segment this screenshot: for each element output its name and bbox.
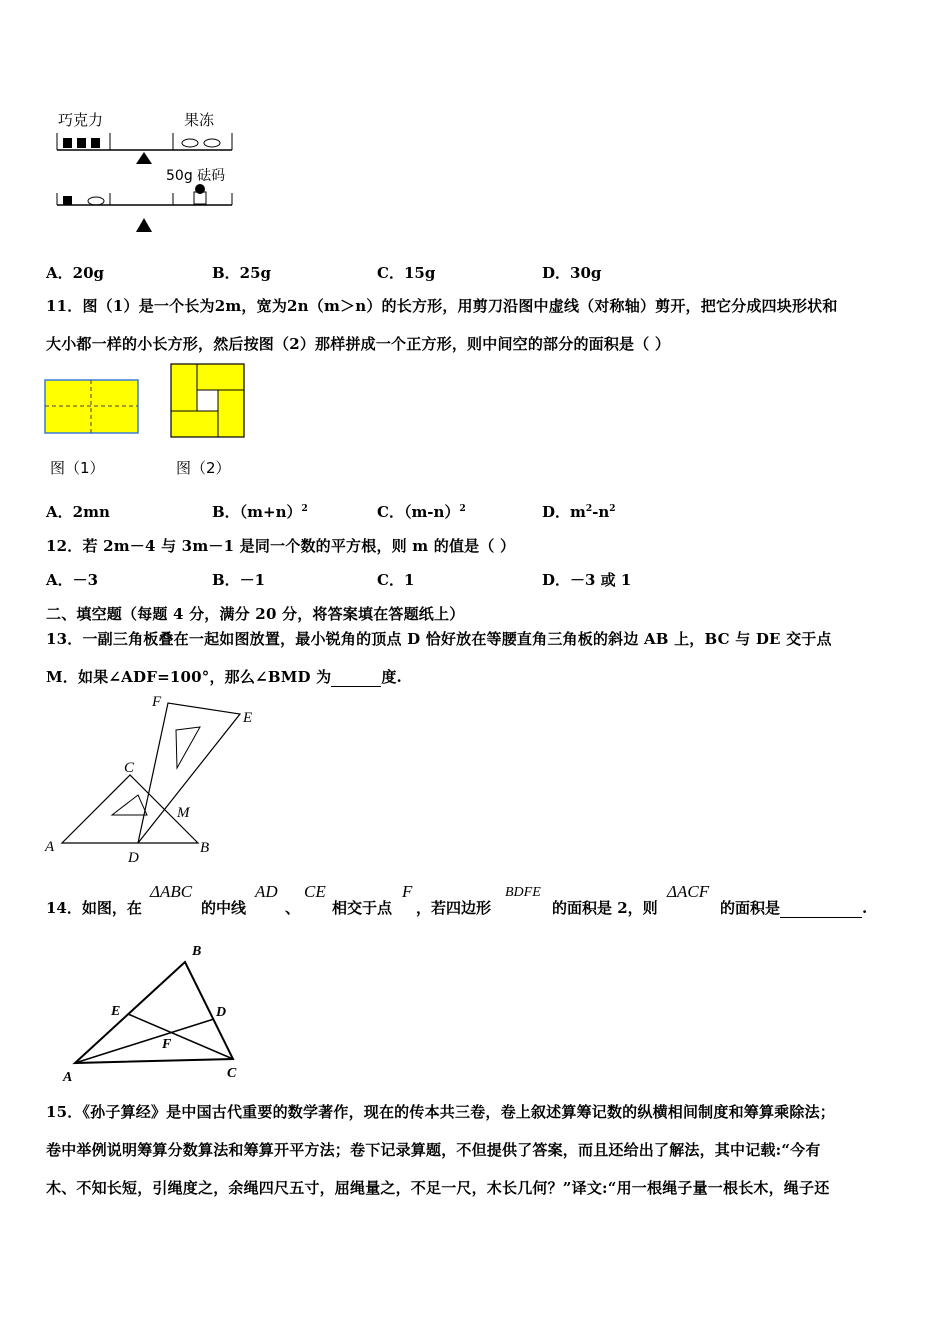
q10-label-jelly: 果冻: [184, 111, 215, 129]
q11-figure-1: [44, 379, 140, 435]
q14-answer-blank: [780, 899, 862, 918]
q14-t3: 相交于点: [332, 899, 393, 917]
label-E: E: [111, 1004, 121, 1019]
label-C: C: [227, 1066, 237, 1081]
q14-t4: ，若四边形: [416, 899, 492, 917]
q14-bdfe: BDFE: [505, 885, 541, 900]
label-M: M: [177, 805, 190, 821]
q15-text-line3: 木、不知长短，引绳度之，余绳四尺五寸，屈绳量之，不足一尺，木长几何？”译文:“用一根绳子量一根长木，绳子还: [46, 1179, 830, 1197]
q13-triangle-figure: [40, 690, 270, 865]
q14-t2: 、: [285, 899, 301, 917]
q12-option-b: B．－1: [212, 571, 266, 589]
q11-fig1-caption: 图（1）: [50, 459, 105, 477]
q10-option-c: C．15g: [377, 264, 436, 282]
label-A: A: [45, 839, 55, 855]
label-D: D: [128, 850, 139, 865]
label-B: B: [192, 944, 202, 959]
q10-option-a: A．20g: [46, 264, 105, 282]
q13-answer-blank: [331, 668, 381, 687]
q10-label-weight: 50g 砝码: [166, 168, 226, 184]
q12-option-d: D．－3 或 1: [542, 571, 632, 589]
q11-text-line2: 大小都一样的小长方形，然后按图（2）那样拼成一个正方形，则中间空的部分的面积是（ ）: [46, 335, 671, 353]
q13-text-line1: 13．一副三角板叠在一起如图放置，最小锐角的顶点 D 恰好放在等腰直角三角板的斜边 AB 上，BC 与 DE 交于点: [46, 630, 832, 648]
q14-tri-acf: ΔACF: [667, 882, 710, 901]
q10-balance-figure: [50, 105, 250, 240]
label-C: C: [124, 760, 135, 776]
q10-option-d: D．30g: [542, 264, 602, 282]
q14-ad: AD: [255, 882, 278, 901]
q11-option-c: C．$(m-n)^2$: [377, 503, 466, 521]
label-D: D: [216, 1005, 227, 1020]
balance-scales-drawing: [50, 105, 250, 240]
q14-tri-abc: ΔABC: [150, 882, 193, 901]
q10-label-chocolate: 巧克力: [58, 111, 104, 129]
label-A: A: [63, 1070, 73, 1085]
q14-prefix: 14．如图，在: [46, 899, 142, 917]
q14-t6: 的面积是 .: [720, 899, 868, 917]
q12-text: 12．若 2m－4 与 3m－1 是同一个数的平方根，则 m 的值是（ ）: [46, 537, 516, 555]
q11-fig2-caption: 图（2）: [176, 459, 231, 477]
q14-t5: 的面积是 2，则: [552, 899, 658, 917]
q13-text-line2: M．如果∠ADF=100°，那么∠BMD 为 度.: [46, 668, 402, 686]
label-B: B: [200, 840, 210, 856]
section2-heading: 二、填空题（每题 4 分，满分 20 分，将答案填在答题纸上）: [46, 605, 465, 623]
label-F: F: [162, 1037, 172, 1052]
q15-text-line2: 卷中举例说明筹算分数算法和筹算开平方法；卷下记录算题，不但提供了答案，而且还给出了解法，其中记载:“今有: [46, 1141, 821, 1159]
q11-option-b: B．$(m+n)^2$: [212, 503, 308, 521]
q10-option-b: B．25g: [212, 264, 272, 282]
q14-f: F: [402, 882, 413, 901]
q15-text-line1: 15．《孙子算经》是中国古代重要的数学著作，现在的传本共三卷，卷上叙述算筹记数的纵横相间制度和筹算乘除法；: [46, 1103, 835, 1121]
label-F: F: [152, 694, 162, 710]
q11-option-d: D．$m^2-n^2$: [542, 503, 616, 521]
label-E: E: [243, 710, 253, 726]
q14-ce: CE: [304, 882, 326, 901]
q12-option-a: A．－3: [46, 571, 99, 589]
q11-option-a: A．2mn: [46, 503, 110, 521]
q14-t1: 的中线: [201, 899, 247, 917]
q14-triangle-figure: [55, 935, 255, 1085]
q12-option-c: C．1: [377, 571, 415, 589]
q11-figure-2: [170, 363, 246, 439]
q11-text-line1: 11．图（1）是一个长为2m，宽为2n（m＞n）的长方形，用剪刀沿图中虚线（对称轴）剪开，把它分成四块形状和: [46, 297, 838, 315]
